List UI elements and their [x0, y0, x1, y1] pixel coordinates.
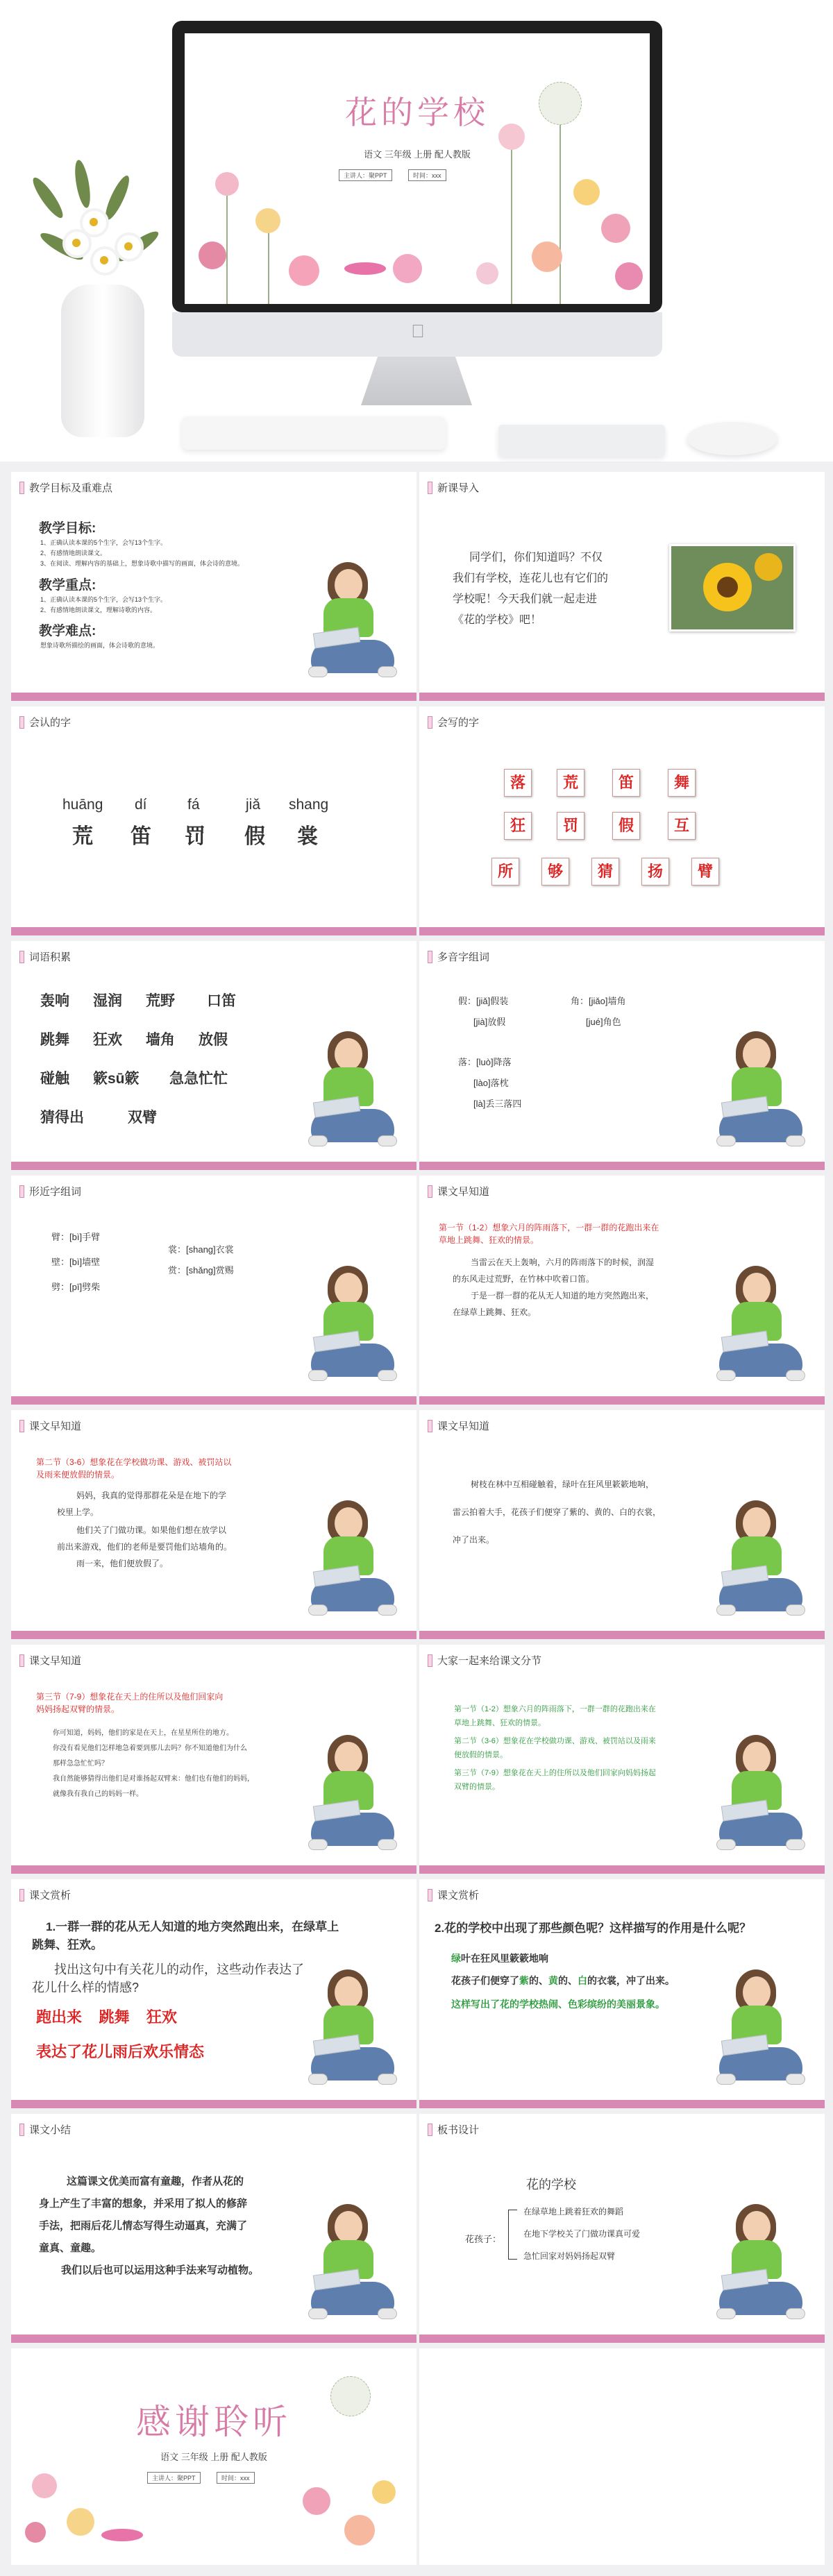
text-line: 他们关了门做功课。如果他们想在放学以: [76, 1525, 227, 1535]
girl-reading-illustration: [716, 1969, 807, 2087]
section-line: 第三节（7-9）想象花在天上的住所以及他们回家向妈妈扬起: [454, 1769, 656, 1777]
slide-header: 课文赏析: [428, 1888, 479, 1902]
text-fragment: 叶在狂风里簌簌地响: [461, 1953, 548, 1964]
word: 碰触: [40, 1071, 69, 1087]
slide-header: 课文赏析: [19, 1888, 71, 1902]
flower: [372, 2480, 396, 2504]
flower: [344, 262, 386, 275]
char-box: 够: [541, 858, 569, 886]
summary-line: 手法，把雨后花儿情态写得生动逼真，充满了: [39, 2220, 248, 2232]
text-line: 妈妈，我真的觉得那群花朵是在地下的学: [76, 1491, 227, 1500]
flower: [532, 242, 562, 272]
slide-preview-section1: [419, 1176, 825, 1405]
char: 罚: [185, 825, 205, 848]
word: 墙角: [146, 1032, 175, 1048]
polyphone-entry: 假：[jiǎ]假装: [458, 996, 509, 1006]
text-line: 雷云拍着大手，花孩子们便穿了紫的、黄的、白的衣裳，: [453, 1507, 662, 1517]
board-bracket: [508, 2210, 517, 2260]
pinyin: fá: [187, 797, 200, 813]
char-box: 狂: [504, 812, 532, 840]
slide-header: 课文早知道: [428, 1418, 489, 1433]
char: 荒: [72, 825, 93, 848]
summary-line: 身上产生了丰富的想象，并采用了拟人的修辞: [39, 2198, 248, 2210]
text-fragment: 的、: [529, 1975, 548, 1986]
flower: [25, 2522, 46, 2543]
time-value: xxx: [432, 172, 441, 179]
section-line: 第一节（1-2）想象六月的阵雨落下，一群一群的花跑出来在: [454, 1705, 656, 1713]
word: 狂欢: [93, 1032, 122, 1048]
board-item: 在绿草地上跳着狂欢的舞蹈: [523, 2207, 624, 2217]
polyphone-entry: [jià]放假: [473, 1017, 506, 1027]
similar-char-entry: 臂：[bì]手臂: [51, 1232, 101, 1242]
word: 放假: [199, 1032, 228, 1048]
slide-bottom-bar: [11, 693, 416, 701]
char-box: 臂: [691, 858, 719, 886]
intro-line: 同学们，你们知道吗？不仅: [469, 552, 603, 564]
text-line: 雨一来，他们便放假了。: [76, 1559, 169, 1568]
slide-header: 词语积累: [19, 949, 71, 964]
color-purple: 紫: [519, 1975, 529, 1986]
section-intro: 第一节（1-2）想象六月的阵雨落下，一群一群的花跑出来在: [439, 1223, 659, 1232]
flower: [476, 262, 498, 285]
stem: [559, 110, 561, 304]
word: 双臂: [128, 1110, 157, 1126]
pinyin: shang: [289, 797, 329, 813]
board-item: 急忙回家对妈妈扬起双臂: [523, 2251, 616, 2261]
flower: [498, 124, 525, 150]
char-box: 罚: [557, 812, 584, 840]
slide-bottom-bar: [11, 2100, 416, 2108]
flower: [67, 2508, 94, 2536]
similar-char-entry: 壁：[bì]墙壁: [51, 1257, 101, 1267]
slide-thanks: [11, 2348, 416, 2565]
slide-header: 课文小结: [19, 2122, 71, 2137]
section-intro: 第二节（3-6）想象花在学校做功课、游戏、被罚站以: [36, 1457, 232, 1467]
flower: [101, 2529, 143, 2541]
slide-header: 课文早知道: [428, 1184, 489, 1198]
slide-introduction: [419, 472, 825, 701]
flower: [393, 254, 422, 283]
section-intro: 及雨来便放假的情景。: [36, 1470, 120, 1480]
slide-header: 会写的字: [428, 715, 479, 729]
char: 笛: [131, 825, 151, 848]
girl-reading-illustration: [716, 1735, 807, 1853]
girl-reading-illustration: [308, 2204, 398, 2322]
slide-bottom-bar: [11, 1162, 416, 1170]
text-line: 冲了出来。: [453, 1535, 495, 1545]
girl-reading-illustration: [716, 1500, 807, 1618]
conclusion-line: 这样写出了花的学校热闹、色彩缤纷的美丽景象。: [451, 1999, 665, 2010]
text-line: 你可知道，妈妈，他们的家是在天上，在星星所住的地方。: [53, 1729, 233, 1737]
slide-header: 大家一起来给课文分节: [428, 1653, 541, 1668]
stem: [511, 137, 512, 304]
similar-char-entry: 赏：[shǎng]赏赐: [168, 1265, 234, 1276]
slide-blackboard-design: [419, 2114, 825, 2343]
stem: [268, 221, 269, 304]
flower: [601, 214, 630, 243]
word: 湿润: [93, 993, 122, 1009]
slide-write-chars: [419, 706, 825, 935]
slide-bottom-bar: [419, 1631, 825, 1639]
slide-preview-section2: [11, 1410, 416, 1639]
slide-header: 多音字组词: [428, 949, 489, 964]
leaf: [72, 159, 93, 209]
slide-bottom-bar: [419, 1865, 825, 1874]
slide-header: 教学目标及重难点: [19, 480, 112, 495]
polyphone-entry: [jué]角色: [586, 1017, 621, 1027]
monitor-stand: [361, 357, 472, 405]
char-box: 假: [612, 812, 640, 840]
girl-reading-illustration: [308, 1266, 398, 1384]
answer-emotion: 表达了花儿雨后欢乐情态: [36, 2043, 205, 2060]
flower: [199, 242, 226, 269]
slide-appreciation-2: [419, 1879, 825, 2108]
intro-line: 我们有学校，连花儿也有它们的: [453, 573, 609, 584]
word: 急急忙忙: [169, 1071, 228, 1087]
monitor: [172, 21, 662, 312]
summary-line: 这篇课文优美而富有童趣，作者从花的: [67, 2176, 244, 2187]
word: 荒野: [146, 993, 175, 1009]
flower: [32, 2473, 57, 2498]
slide-blank: [419, 2348, 825, 2565]
text-line: 那样急急忙忙吗？: [53, 1760, 108, 1768]
text-fragment: 花孩子们便穿了: [451, 1975, 519, 1986]
slide-bottom-bar: [11, 1865, 416, 1874]
intro-line: 学校呢！今天我们就一起走进: [453, 593, 598, 605]
slide-header: 板书设计: [428, 2122, 479, 2137]
board-item: 在地下学校关了门做功课真可爱: [523, 2229, 641, 2239]
presenter-box: [147, 2472, 201, 2484]
goal-line: 1、正确认读本课的5个生字，会写13个生字。: [40, 539, 167, 546]
polyphone-entry: [là]丢三落四: [473, 1099, 522, 1109]
text-line: 我自然能够猜得出他们是对谁扬起双臂来：他们也有他们的妈妈，: [53, 1775, 254, 1783]
time-box: [408, 169, 446, 181]
slide-preview-section3: [11, 1645, 416, 1874]
color-line-green: [451, 1951, 548, 1965]
polyphone-entry: [lào]落枕: [473, 1078, 509, 1088]
word: 猜得出: [40, 1110, 84, 1126]
presenter-box: [339, 169, 392, 181]
section-intro: 妈妈扬起双臂的情景。: [36, 1704, 120, 1714]
slide-bottom-bar: [419, 927, 825, 935]
text-line: 你没有看见他们怎样地急着要到那儿去吗？你不知道他们为什么: [53, 1745, 247, 1752]
slide-header: 课文早知道: [19, 1418, 81, 1433]
thanks-title: 感谢聆听: [136, 2403, 292, 2441]
text-line: 的东风走过荒野，在竹林中吹着口笛。: [453, 1274, 595, 1284]
flower: [303, 2487, 330, 2515]
thanks-subtitle: 语文 三年级 上册 配人教版: [160, 2452, 267, 2462]
time-label: 时间：: [221, 2475, 241, 2482]
daisy-flower: [115, 232, 144, 262]
color-yellow: 黄: [548, 1975, 558, 1986]
summary-line: 童真、童趣。: [39, 2242, 102, 2254]
word: 轰响: [40, 993, 69, 1009]
goal-title: 教学目标:: [39, 521, 96, 536]
text-line: 于是一群一群的花从无人知道的地方突然跑出来，: [471, 1291, 655, 1300]
leaf: [29, 174, 67, 221]
char: 裳: [297, 825, 318, 848]
pinyin: huāng: [62, 797, 103, 813]
text-line: 树枝在林中互相碰触着，绿叶在狂风里簌簌地响，: [471, 1480, 655, 1489]
sunflower-photo: [669, 544, 796, 632]
girl-reading-illustration: [308, 1500, 398, 1618]
slide-bottom-bar: [419, 2334, 825, 2343]
slide-bottom-bar: [419, 693, 825, 701]
polyphone-entry: 角：[jiǎo]墙角: [571, 996, 626, 1006]
slide-bottom-bar: [11, 927, 416, 935]
polyphone-entry: 落：[luò]降落: [458, 1057, 512, 1067]
slide-header: 课文早知道: [19, 1653, 81, 1668]
answer-actions: 跑出来 跳舞 狂欢: [36, 2008, 177, 2026]
girl-reading-illustration: [308, 562, 398, 680]
char-box: 猜: [591, 858, 619, 886]
text-line: 当雷云在天上轰响，六月的阵雨落下的时候，润湿: [471, 1257, 655, 1267]
char-box: 舞: [668, 769, 696, 797]
text-line: 前出来游戏，他们的老师是要罚他们站墙角的。: [57, 1542, 233, 1552]
color-green: 绿: [451, 1953, 461, 1964]
word: 跳舞: [40, 1032, 69, 1048]
intro-line: 《花的学校》吧！: [453, 614, 542, 626]
char-box: 互: [668, 812, 696, 840]
question-line: 跳舞、狂欢。: [32, 1938, 103, 1951]
slide-sectioning: [419, 1645, 825, 1874]
slide-header: 会认的字: [19, 715, 71, 729]
presenter-label: 主讲人：: [344, 172, 369, 179]
char-box: 落: [504, 769, 532, 797]
section-line: 双臂的情景。: [454, 1783, 500, 1791]
flower: [573, 179, 600, 205]
slide-teaching-goals: [11, 472, 416, 701]
slide-appreciation-1: [11, 1879, 416, 2108]
text-fragment: 的衣裳，冲了出来。: [587, 1975, 675, 1986]
text-line: 在绿草上跳舞、狂欢。: [453, 1307, 537, 1317]
char-box: 荒: [557, 769, 584, 797]
time-box: [217, 2472, 255, 2484]
board-title: 花的学校: [526, 2178, 576, 2192]
presenter-value: 聚PPT: [177, 2475, 196, 2482]
cover-slide: [185, 33, 650, 304]
char-box: 笛: [612, 769, 640, 797]
char-box: 所: [491, 858, 519, 886]
slide-similar-chars: [11, 1176, 416, 1405]
slide-preview-section2b: [419, 1410, 825, 1639]
hero-mockup: [0, 0, 833, 461]
presenter-value: 聚PPT: [369, 172, 387, 179]
similar-char-entry: 劈：[pī]劈柴: [51, 1282, 101, 1292]
slide-bottom-bar: [419, 1396, 825, 1405]
section-intro: 草地上跳舞、狂欢的情景。: [439, 1235, 539, 1245]
cover-subtitle: 语文 三年级 上册 配人教版: [364, 149, 471, 160]
slide-header: 形近字组词: [19, 1184, 81, 1198]
color-line-clothes: [451, 1974, 675, 1988]
slide-bottom-bar: [419, 1162, 825, 1170]
time-label: 时间：: [413, 172, 432, 179]
girl-reading-illustration: [716, 1266, 807, 1384]
daisy-flower: [80, 208, 109, 237]
time-value: xxx: [240, 2475, 250, 2482]
keyboard: [182, 416, 446, 450]
girl-reading-illustration: [716, 1031, 807, 1149]
color-white: 白: [578, 1975, 587, 1986]
key-title: 教学重点:: [39, 578, 96, 593]
section-line: 第二节（3-6）想象花在学校做功课、游戏、被罚站以及雨来: [454, 1737, 656, 1745]
girl-reading-illustration: [716, 2204, 807, 2322]
flower: [255, 208, 280, 233]
slide-vocabulary: [11, 941, 416, 1170]
presenter-label: 主讲人：: [152, 2475, 178, 2482]
girl-reading-illustration: [308, 1735, 398, 1853]
cover-title: 花的学校: [345, 94, 489, 130]
board-label: 花孩子：: [465, 2234, 502, 2244]
prompt-line: 找出这句中有关花儿的动作，这些动作表达了: [54, 1963, 304, 1976]
trackpad: [498, 425, 665, 457]
vase: [61, 285, 144, 437]
slide-header: 新课导入: [428, 480, 479, 495]
prompt-line: 花儿什么样的情感?: [32, 1981, 140, 1994]
flower: [289, 255, 319, 286]
difficulty-line: 想象诗歌所描绘的画面，体会诗歌的意境。: [40, 642, 160, 649]
text-line: 就像我有我自己的妈妈一样。: [53, 1790, 143, 1798]
goal-line: 2、有感情地朗读课文。: [40, 550, 107, 557]
key-line: 1、正确认读本课的5个生字，会写13个生字。: [40, 596, 167, 603]
mouse: [687, 422, 777, 455]
pinyin: jiǎ: [246, 797, 261, 813]
text-fragment: 的、: [558, 1975, 578, 1986]
word: 口笛: [207, 993, 236, 1009]
flower: [215, 172, 239, 196]
text-line: 校里上学。: [57, 1507, 99, 1517]
difficulty-title: 教学难点:: [39, 624, 96, 638]
goal-line: 3、在阅读、理解内容的基础上，想象诗歌中描写的画面，体会诗的意境。: [40, 560, 244, 567]
section-line: 草地上跳舞、狂欢的情景。: [454, 1719, 546, 1727]
flower: [615, 262, 643, 290]
question-line: 2.花的学校中出现了那些颜色呢？这样描写的作用是什么呢？: [435, 1922, 752, 1935]
question-line: 1.一群一群的花从无人知道的地方突然跑出来，在绿草上: [46, 1920, 339, 1933]
girl-reading-illustration: [308, 1031, 398, 1149]
slide-recognize-chars: [11, 706, 416, 935]
key-line: 2、有感情地朗读课文，理解诗歌的内容。: [40, 607, 157, 613]
slide-bottom-bar: [11, 1396, 416, 1405]
similar-char-entry: 裳：[shang]衣裳: [168, 1244, 234, 1255]
dandelion: [539, 82, 582, 125]
pinyin: dí: [135, 797, 147, 813]
section-line: 便放假的情景。: [454, 1751, 507, 1759]
summary-line: 我们以后也可以运用这种手法来写动植物。: [61, 2264, 260, 2276]
char-box: 扬: [641, 858, 669, 886]
char: 假: [244, 825, 265, 848]
section-intro: 第三节（7-9）想象花在天上的住所以及他们回家向: [36, 1692, 224, 1702]
dandelion: [330, 2376, 371, 2416]
girl-reading-illustration: [308, 1969, 398, 2087]
slide-bottom-bar: [419, 2100, 825, 2108]
slide-polyphones: [419, 941, 825, 1170]
slide-bottom-bar: [11, 2334, 416, 2343]
word: 簌sū簌: [93, 1071, 140, 1087]
slide-bottom-bar: [11, 1631, 416, 1639]
flower: [344, 2515, 375, 2545]
stem: [226, 186, 228, 304]
apple-logo-icon: [407, 321, 428, 341]
slide-summary: [11, 2114, 416, 2343]
